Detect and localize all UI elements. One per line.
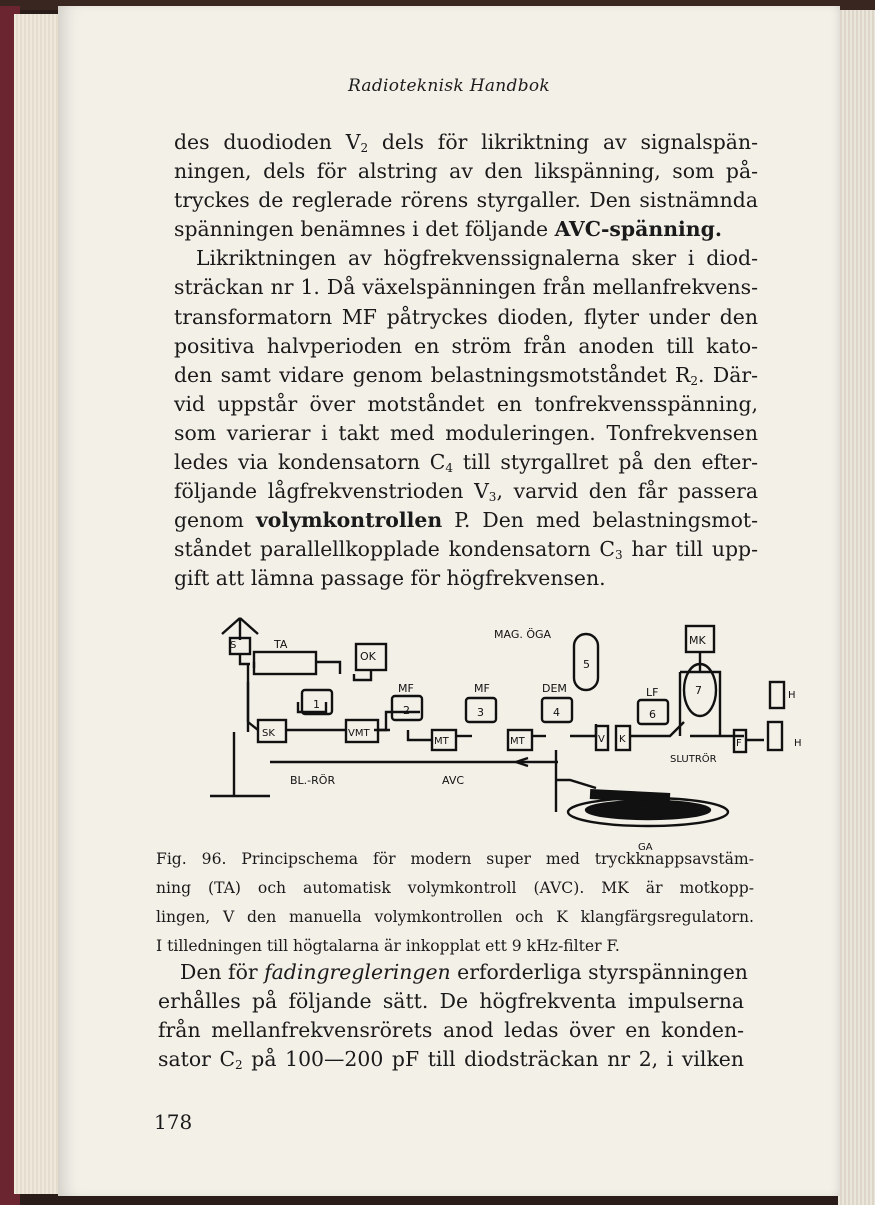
- label-h-1: H: [788, 690, 796, 701]
- label-tube-1: 1: [313, 698, 320, 711]
- text-line: des duodioden $V_2$ dels för likriktning av signalspän-: [174, 130, 758, 155]
- label-k: K: [619, 734, 626, 745]
- label-mag-oga: MAG. ÖGA: [494, 628, 552, 641]
- text-line: genom volymkontrollen P. Den med belastningsmot-: [174, 508, 758, 533]
- text-line: den samt vidare genom belastningsmotståndet $R_2$. Där-: [174, 362, 758, 388]
- label-tube-4: 4: [553, 706, 560, 719]
- label-tube-5: 5: [583, 658, 590, 671]
- book-page: [58, 6, 840, 1196]
- text-line: från mellanfrekvensrörets anod ledas över en konden-: [158, 1018, 744, 1043]
- text-line: som varierar i takt med moduleringen. Tonfrekvensen: [174, 420, 758, 445]
- caption-line: Fig. 96. Principschema för modern super med tryckknappsavstäm-: [156, 850, 754, 868]
- text-line: erhålles på följande sätt. De högfrekventa impulserna: [158, 989, 744, 1014]
- text-line: sator $C_2$ på 100—200 pF till diodsträckan nr 2, i vilken: [158, 1047, 744, 1073]
- label-tube-6: 6: [649, 708, 656, 721]
- caption-line: I tilledningen till högtalarna är inkopplat ett 9 kHz-filter F.: [156, 937, 620, 956]
- label-h-2: H: [794, 738, 802, 749]
- running-head: Radioteknisk Handbok: [347, 76, 551, 96]
- label-tube-2: 2: [403, 704, 410, 717]
- term-volymkontrollen: volymkontrollen: [255, 508, 443, 533]
- label-bl-ror: BL.-RÖR: [290, 774, 336, 787]
- label-f: F: [736, 738, 742, 749]
- label-vmt: VMT: [348, 728, 370, 739]
- label-lf: LF: [646, 686, 659, 699]
- text-line: sträckan nr 1. Då växelspänningen från mellanfrekvens-: [174, 275, 758, 300]
- caption-line: ning (TA) och automatisk volymkontroll (AVC). MK är motkopp-: [156, 879, 754, 898]
- text-line: spänningen benämnes i det följande AVC-spänning.: [174, 217, 722, 242]
- figure-caption: [156, 850, 754, 966]
- text-line: ståndet parallellkopplade kondensatorn $C_3$ har till upp-: [174, 537, 758, 563]
- body-text-bottom: [158, 958, 748, 1074]
- label-tube-3: 3: [477, 706, 484, 719]
- label-sk: SK: [262, 728, 275, 739]
- text-line: transformatorn MF påtryckes dioden, flyter under den: [174, 304, 758, 329]
- label-avc: AVC: [442, 774, 465, 787]
- text-line: tryckes de reglerade rörens styrgaller. Den sistnämnda: [174, 188, 758, 213]
- text-line: gift att lämna passage för högfrekvensen.: [174, 566, 606, 591]
- text-line: vid uppstår över motståndet en tonfrekvensspänning,: [174, 391, 758, 416]
- label-mt-1: MT: [434, 736, 449, 747]
- label-tube-7: 7: [695, 684, 702, 697]
- label-ga: GA: [638, 842, 653, 853]
- label-mf-1: MF: [398, 682, 414, 695]
- label-ok: OK: [360, 650, 376, 663]
- text-line: positiva halvperioden en ström från anoden till kato-: [174, 333, 758, 358]
- text-line: Den för fadingregleringen erforderliga styrspänningen: [180, 960, 748, 984]
- caption-line: lingen, V den manuella volymkontrollen och K klangfärgsregulatorn.: [156, 908, 754, 927]
- text-line: följande lågfrekvenstrioden $V_3$, varvid den får passera: [174, 479, 758, 505]
- label-mt-2: MT: [510, 736, 525, 747]
- page-number: 178: [154, 1110, 193, 1134]
- label-dem: DEM: [542, 682, 567, 695]
- label-mk: MK: [689, 634, 706, 647]
- label-mf-2: MF: [474, 682, 490, 695]
- schematic-figure: [170, 612, 802, 853]
- page-stack-right: [838, 10, 875, 1205]
- text-line: Likriktningen av högfrekvenssignalerna sker i diod-: [196, 246, 758, 271]
- body-text-top: [174, 128, 758, 594]
- term-fadingregleringen: fadingregleringen: [264, 960, 451, 984]
- label-s: S: [230, 640, 237, 651]
- label-v: V: [598, 734, 605, 745]
- text-line: ledes via kondensatorn $C_4$ till styrgallret på den efter-: [174, 450, 758, 476]
- term-avc-spanning: AVC-spänning.: [554, 217, 722, 242]
- text-line: ningen, dels för alstring av den likspänning, som på-: [174, 159, 758, 184]
- label-slutror: SLUTRÖR: [670, 754, 717, 765]
- label-ta: TA: [274, 638, 288, 651]
